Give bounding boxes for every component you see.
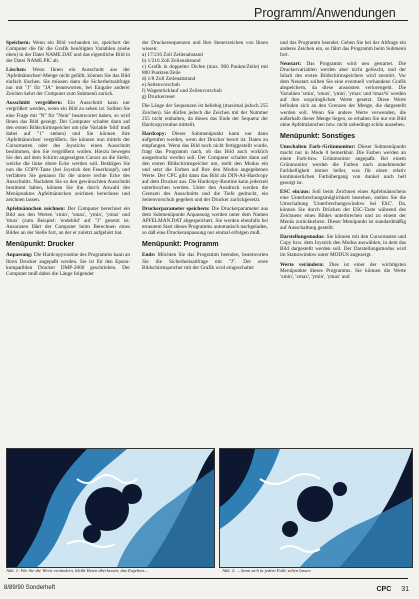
list-item: b) 1/216 Zoll Zeilenabstand bbox=[142, 58, 201, 65]
heading-speichern: Speichern: bbox=[6, 40, 31, 46]
text-speichern: Wenn ein Bild vorhanden ist, speichert der Computer die für die Grafik benötigten Variablen (siehe oben) in der Datei NAME.DAT und das eigentliche Bild in der Datei NAME.PIC ab. bbox=[6, 40, 130, 65]
fractal-image-1 bbox=[6, 448, 215, 568]
text-steuerzeichen: der Druckersequenzen und Ihre Steuerzeichen von Ihnen wissen: bbox=[142, 40, 268, 53]
heading-ende: Ende: bbox=[142, 252, 156, 259]
heading-druckerparameter: Druckerparameter speichern: bbox=[142, 206, 210, 213]
text-zeichnen: Der Computer berechnet ein Bild aus den Werten 'xmin', 'xmax', 'ymin', 'ymax' und 'tmax' (zum Beispiel: 'endebild' auf "J" gesetzt ist. Ansonsten fährt der Computer beim Berechnen eines Bildes an der Stelle fort, an der er zuletzt aufgehört hat. bbox=[6, 206, 131, 237]
heading-vergroessern: Ausschnitt vergrößern: bbox=[6, 100, 63, 107]
fractal-graphic-1 bbox=[7, 449, 214, 567]
issue-label: 8/89/90 Sonderheft bbox=[4, 585, 56, 591]
text-druckerparameter: Die Druckerparameter aus dem Submenüpunkt Anpassung werden unter dem Namen APFELMAN.DAT abgespeichert. Sie werden ebenfalls bei erneutem Start dieses Programms automatisch nachgeladen, so daß eine Druckeranpassung nur einmal erfolgen muß. bbox=[142, 206, 268, 237]
text-anpassung: Die Hardcopyroutine des Programms kann an Ihren Drucker angepaßt werden. Sie ist für den Epson-kompatiblen Drucker DMP-2000 geschrieben. Der Computer muß dabei die Länge folgender bbox=[6, 252, 130, 277]
heading-anpassung: Anpassung: bbox=[6, 252, 33, 259]
column-2 bbox=[142, 40, 268, 271]
heading-darstellungsmodus: Darstellungsmodus: bbox=[280, 234, 325, 241]
text-vergroessern: Ein Ausschnitt kann nur vergrößert werden, wenn ein Bild zu sehen ist. Sollten Sie eine Frage mit "N" für "Nein" beantwortet haben, so wird Ihnen das Bild gezeigt. Der Computer schaltet dann auf den ersten Bildschirmspeicher um (die Variable 'bild' muß dabei auf "1" stehen) und Sie können ihre 'Apfelmännchen' vergrößern. Sie können nun mittels der Cursortasten oder des Joysticks einen Ausschnitt bestimmen, den Sie vergrößern wollen. Hierzu bewegen Sie den auf dem Schirm angezeigten Cursor an die Stelle, welche die linke obere Ecke werden soll. Betätigen Sie nun die COPY-Taste (bei Joystick den Feuerknopf), und verfahren Sie genauso für die untere rechte Ecke des Ausschnitts. Nachdem Sie so den gewünschten Ausschnitt bestimmt haben, können Sie ihn durch Anwahl des Menüpunktes Apfelmännchen zeichnen berechnen und zeichnen lassen. bbox=[6, 100, 130, 204]
list-item: f) Wagenrücklauf und Zeilenvorschub bbox=[142, 88, 222, 95]
brand-label: CPC bbox=[376, 586, 392, 593]
list-item: g) Druckerreset bbox=[142, 94, 175, 101]
text-umschalten: Dieser Submenüpunkt macht nur in Mode 0 bemerkbar. Die Farben werden an einen Farb-bzw. Grünmonitor angepaßt. Bei einem Grünmonitor werden die Farben nach zunehmender Farbhelligkeit immer heller, was für einen relativ kontinuierlichen Farbübergang von dunkel nach hell gesorgt ist. bbox=[280, 143, 406, 186]
footer-page-block bbox=[376, 586, 409, 593]
text-loeschen: Wenn Ihnen ein Ausschnitt aus der 'Apfelmännchen'-Menge nicht gefällt, können Sie das Bild einfach löschen. Sie müssen dann die Sicherheitsabfrage nur mit "J" für "JA" beantworten, bei Eingabe anderer Zeichen kehrt der Computer zum Submenü zurück. bbox=[6, 67, 130, 98]
list-item: e) Seitenvorschub bbox=[142, 82, 180, 89]
fractal-graphic-2 bbox=[220, 449, 412, 567]
page-number: 31 bbox=[401, 586, 409, 593]
caption-image-1: Abb. 1: Wie Sie die Werte verändern, bleibt Ihnen überlassen, das Ergebnis... bbox=[6, 568, 148, 573]
heading-hardcopy: Hardcopy: bbox=[142, 130, 167, 137]
section-title: Programm/Anwendungen bbox=[254, 6, 396, 20]
heading-umschalten: Umschalten Farb-/Grünmonitor: bbox=[280, 143, 356, 150]
footer-rule bbox=[8, 578, 408, 579]
column-3 bbox=[280, 40, 406, 283]
column-1 bbox=[6, 40, 130, 277]
text-programmende: und das Programm beendet. Geben Sie bei der Abfrage ein anderes Zeichen ein, so fährt das Programm beim Submenü fort. bbox=[280, 40, 406, 59]
caption-image-2: Abb. 2: ... kann sich in jedem Falle sehen lassen bbox=[222, 568, 311, 573]
list-item: a) 17/216 Zoll Zeilenabstand bbox=[142, 52, 203, 59]
heading-neustart: Neustart: bbox=[280, 61, 302, 68]
text-hardcopy: Dieser Submenüpunkt kann nur dann aufgerufen werden, wenn der Drucker bereit ist. Daten zu empfangen. Wenn das Bild noch nicht fertiggestellt wurde, fragt das Programm nach, ob das Bild auch wirklich ausgedruckt werden soll. Der Computer schaltet dann auf den ersten Bildschirmspeicher um, stellt den Modus ein und setzt die Farben auf Ihre den Modus angegebenen Werte. Der CPC gibt dann das Bild als DIN-A4-Hardcopy auf dem Drucker aus. Die Hardcopy-Routine kann jederzeit unterbrochen werden. Unter den Ausdruck werden die Grenzen des Ausschnitts und die Tiefe gedruckt, ein Seitenvorschub gegeben und der Drucker zurückgesetzt. bbox=[142, 130, 268, 204]
text-sequenzlaenge: Die Länge der Sequenzen ist beliebig (maximal jedoch 255 Zeichen). Sie dürfen jedoch die Zeichen mit der Nummer 255 nicht enthalten, da dieses das Ende der Sequenz der Hardcopyroutine mitteilt. bbox=[142, 103, 268, 128]
list-item: d) 1/8 Zoll Zeilenabstand bbox=[142, 76, 196, 83]
list-item: c) Grafik in doppelter Dichte (max. 960 Punkte/Zeile) mit 800 Punkten/Zeile bbox=[142, 64, 268, 77]
fractal-image-2 bbox=[219, 448, 413, 568]
header-rule bbox=[8, 20, 408, 21]
heading-menu-drucker: Menüpunkt: Drucker bbox=[6, 241, 75, 249]
heading-zeichnen: Apfelmännchen zeichnen: bbox=[6, 206, 66, 213]
heading-esc: ESC ein/aus: bbox=[280, 188, 311, 195]
text-darstellungsmodus: Sie können mit den Cursortasten und Copy bzw. dem Joystick den Modus auswählen, in dem das Bild dargestellt werden soll. Der Darstellungsmodus wird im Statuswindow unter MODUS angezeigt. bbox=[280, 234, 406, 259]
text-ende: Möchten Sie das Programm beenden, beantworten Sie die Sicherheitsabfrage mit "J". Der erste Bildschirmspeicher mit der Grafik wird eingeschaltet bbox=[142, 252, 268, 271]
sequence-list bbox=[142, 52, 268, 100]
text-werte: Dies ist einer der wichtigsten Menüpunkte dieses Programms. Sie können die Werte 'xmin', 'xmax', 'ymin', 'ymax' und bbox=[280, 261, 406, 280]
heading-menu-sonstiges: Menüpunkt: Sonstiges bbox=[280, 132, 356, 140]
heading-werte: Werte verändern: bbox=[280, 261, 324, 268]
heading-menu-programm: Menüpunkt: Programm bbox=[142, 241, 219, 249]
text-neustart: Das Programm wird neu gestartet. Die Druckervariablen werden aber nicht gelöscht, und der Inhalt des ersten Bildschirmspeichers wird zerstört. Vor dem Neustart sollten Sie eine eventuell vorhandene Grafik abspeichern, da diese ansonsten verlorengeht. Die Variablen 'xmin', 'xmax', 'ymin', 'ymax' und 'tmax%' werden auf ihre ursprünglichen Werte gesetzt. Diese Werte befinden sich an den Grenzen der Menge, die dargestellt werden soll. Wenn Sie andere Werte verwenden, die außerhalb dieser Menge liegen, so erhalten Sie nur ein Bild ohne Apfelmännchen bzw. nicht unbedingt schön aussehen. bbox=[280, 61, 406, 128]
text-esc: Soll beim Zeichnen eines Apfelmännchens eine Unterbrechungsmöglichkeit bestehen, stellen Sie die Umschaltung 'Unterbrechungswindow bei ESC'. Da, können Sie durch Drücken der ESC-Taste während des Zeichnens eines Bildes unterbrechen und zu einem der Menüs zurückkehren. Dieser Menüpunkt ist standardmäßig auf Ausschaltung gestellt. bbox=[280, 188, 407, 232]
heading-loeschen: Löschen: bbox=[6, 67, 27, 74]
